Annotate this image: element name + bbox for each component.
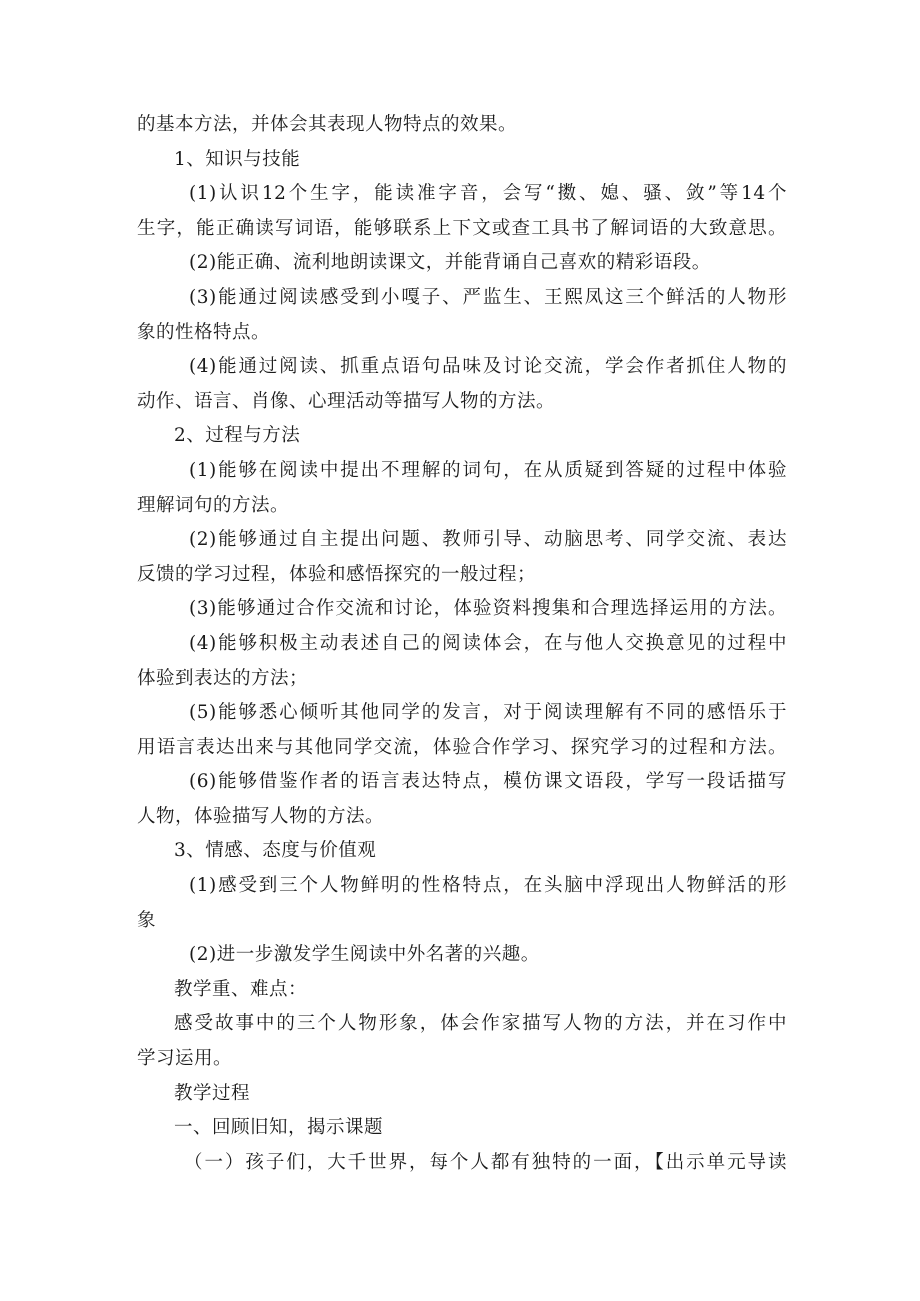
text-line: 象 (137, 909, 157, 931)
text-line: 1、知识与技能 (174, 148, 301, 170)
text-line: (2)进一步激发学生阅读中外名著的兴趣。 (189, 944, 540, 966)
text-line: (6)能够借鉴作者的语言表达特点，模仿课文语段，学写一段话描写 (189, 771, 787, 793)
text-line: (4)能够积极主动表述自己的阅读体会，在与他人交换意见的过程中 (189, 632, 787, 654)
text-line: 人物，体验描写人物的方法。 (137, 805, 385, 827)
text-line: 2、过程与方法 (174, 425, 301, 447)
text-line: (5)能够悉心倾听其他同学的发言，对于阅读理解有不同的感悟乐于 (189, 702, 787, 724)
text-line: 感受故事中的三个人物形象，体会作家描写人物的方法，并在习作中 (174, 1013, 787, 1035)
text-line: (1)能够在阅读中提出不理解的词句，在从质疑到答疑的过程中体验 (189, 459, 787, 481)
text-line: (2)能正确、流利地朗读课文，并能背诵自己喜欢的精彩语段。 (189, 252, 711, 274)
text-line: (3)能够通过合作交流和讨论，体验资料搜集和合理选择运用的方法。 (189, 598, 787, 620)
text-line: （一）孩子们，大千世界，每个人都有独特的一面，【出示单元导读 (184, 1151, 787, 1173)
text-line: 一、回顾旧知，揭示课题 (174, 1117, 384, 1139)
text-line: 动作、语言、肖像、心理活动等描写人物的方法。 (137, 390, 556, 412)
text-line: (1)认识12个生字，能读准字音，会写“擞、媳、骚、敛”等14个 (189, 183, 787, 205)
text-line: (3)能通过阅读感受到小嘎子、严监生、王熙凤这三个鲜活的人物形 (189, 286, 787, 308)
text-line: 的基本方法，并体会其表现人物特点的效果。 (137, 114, 518, 135)
text-line: 用语言表达出来与其他同学交流，体验合作学习、探究学习的过程和方法。 (137, 736, 787, 758)
text-line: (1)感受到三个人物鲜明的性格特点，在头脑中浮现出人物鲜活的形 (189, 875, 787, 897)
text-line: 理解词句的方法。 (137, 494, 290, 516)
text-line: 学习运用。 (137, 1048, 233, 1070)
text-line: (4)能通过阅读、抓重点语句品味及讨论交流，学会作者抓住人物的 (189, 356, 787, 378)
text-line: 3、情感、态度与价值观 (174, 840, 377, 862)
text-line: 教学重、难点： (174, 978, 308, 1000)
document-body (137, 108, 787, 1180)
text-line: 体验到表达的方法； (137, 667, 309, 689)
text-line: (2)能够通过自主提出问题、教师引导、动脑思考、同学交流、表达 (189, 529, 787, 551)
text-line: 象的性格特点。 (137, 321, 271, 343)
text-line: 教学过程 (174, 1082, 251, 1104)
text-line: 反馈的学习过程，体验和感悟探究的一般过程； (137, 563, 537, 585)
text-line: 生字，能正确读写词语，能够联系上下文或查工具书了解词语的大致意思。 (137, 217, 787, 239)
